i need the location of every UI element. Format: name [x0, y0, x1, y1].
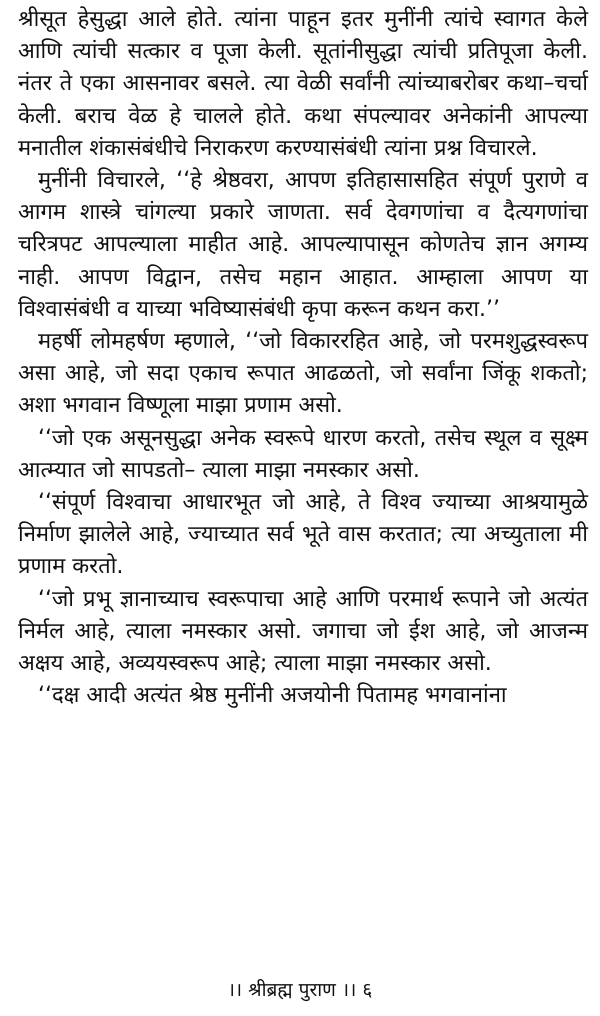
- page-body-text: [18, 4, 588, 712]
- paragraph-7: ‘‘दक्ष आदी अत्यंत श्रेष्ठ मुनींनी अजयोनी पितामह भगवानांना: [38, 683, 507, 709]
- page-footer: ।। श्रीब्रह्म पुराण ।। ६: [227, 979, 373, 1001]
- paragraph-4: ‘‘जो एक असूनसुद्धा अनेक स्वरूपे धारण करतो, तसेच स्थूल व सूक्ष्म आत्म्यात जो सापडतो– त्याला माझा नमस्कार असो.: [18, 425, 588, 483]
- paragraph-3: महर्षी लोमहर्षण म्हणाले, ‘‘जो विकाररहित आहे, जो परमशुद्धस्वरूप असा आहे, जो सदा एकाच रूपात आढळतो, जो सर्वांना जिंकू शकतो; अशा भगवान विष्णूला माझा प्रणाम असो.: [18, 329, 588, 419]
- paragraph-1: श्रीसूत हेसुद्धा आले होते. त्यांना पाहून इतर मुनींनी त्यांचे स्वागत केले आणि त्यांची सत्कार व पूजा केली. सूतांनीसुद्धा त्यांची प्रतिपूजा केली. नंतर ते एका आसनावर बसले. त्या वेळी सर्वांनी त्यांच्याबरोबर कथा–चर्चा केली. बराच वेळ हे चालले होते. कथा संपल्यावर अनेकांनी आपल्या मनातील शंकासंबंधीचे निराकरण करण्यासंबंधी त्यांना प्रश्न विचारले.: [18, 7, 588, 161]
- paragraph-5: ‘‘संपूर्ण विश्वाचा आधारभूत जो आहे, ते विश्व ज्याच्या आश्रयामुळे निर्माण झालेले आहे, ज्याच्यात सर्व भूते वास करतात; त्या अच्युताला मी प्रणाम करतो.: [18, 490, 588, 580]
- paragraph-2: मुनींनी विचारले, ‘‘हे श्रेष्ठवरा, आपण इतिहासासहित संपूर्ण पुराणे व आगम शास्त्रे चांगल्या प्रकारे जाणता. सर्व देवगणांचा व दैत्यगणांचा चरित्रपट आपल्याला माहीत आहे. आपल्यापासून कोणतेच ज्ञान अगम्य नाही. आपण विद्वान, तसेच महान आहात. आम्हाला आपण या विश्वासंबंधी व याच्या भविष्यासंबंधी कृपा करून कथन करा.’’: [18, 168, 588, 322]
- paragraph-6: ‘‘जो प्रभू ज्ञानाच्याच स्वरूपाचा आहे आणि परमार्थ रूपाने जो अत्यंत निर्मल आहे, त्याला नमस्कार असो. जगाचा जो ईश आहे, जो आजन्म अक्षय आहे, अव्ययस्वरूप आहे; त्याला माझा नमस्कार असो.: [18, 586, 588, 677]
